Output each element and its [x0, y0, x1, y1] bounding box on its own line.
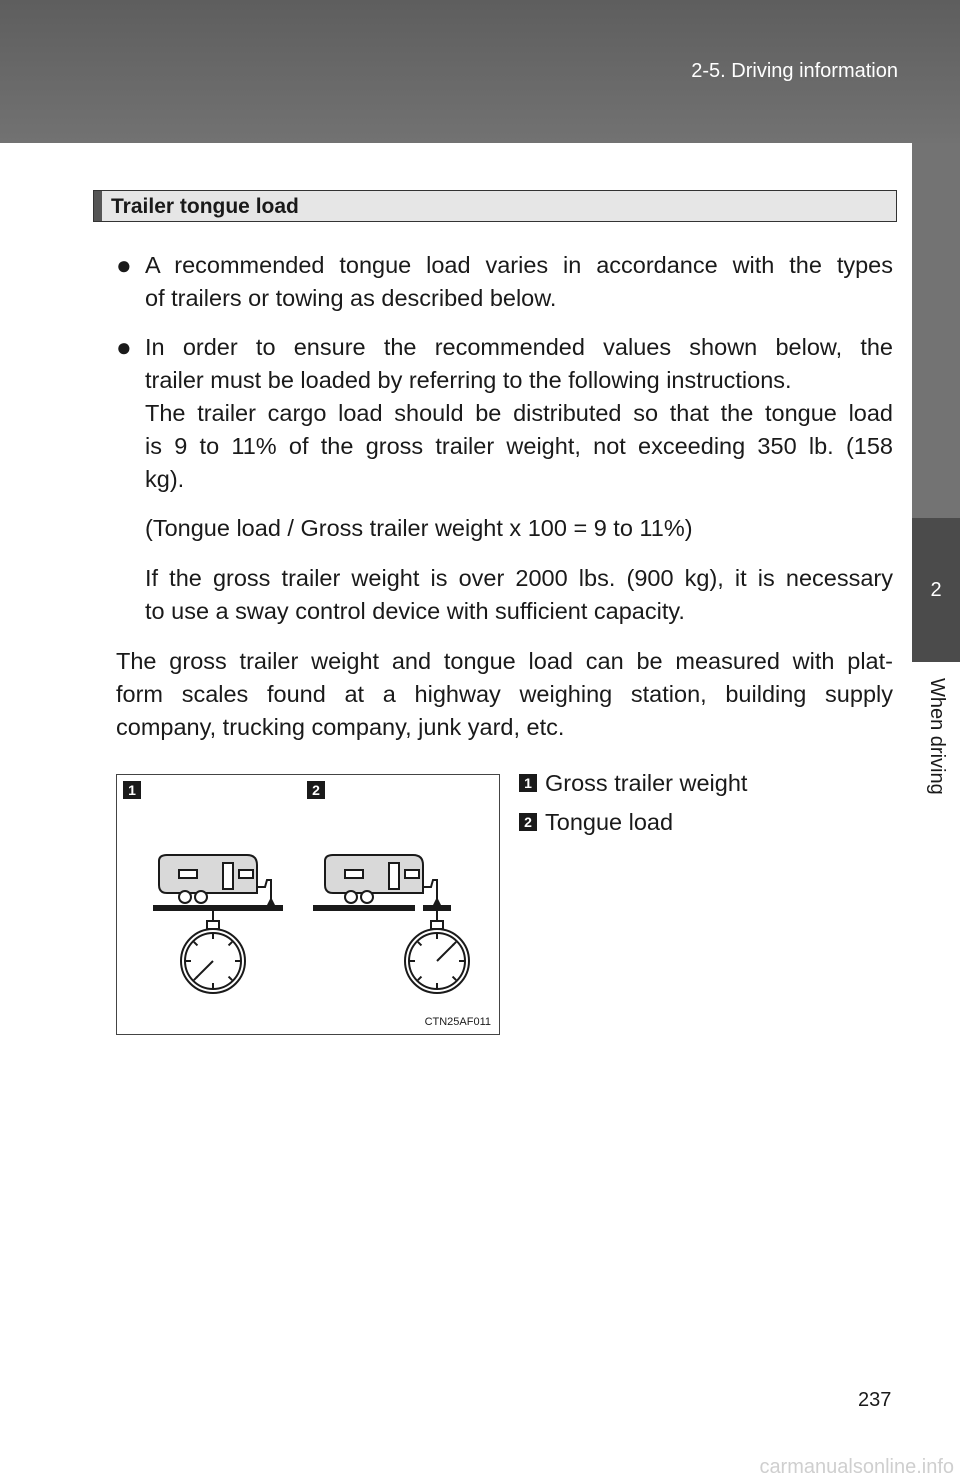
bullet2-line1: In order to ensure the recommended values shown below, the — [145, 334, 893, 360]
jack-2-icon — [433, 897, 441, 905]
chapter-number: 2 — [912, 518, 960, 662]
platform-1 — [153, 905, 283, 911]
legend-label-2: Tongue load — [545, 809, 674, 835]
figure-tag-1: 1 — [123, 781, 141, 799]
trailer-scale-figure — [116, 774, 500, 1035]
section-breadcrumb: 2-5. Driving information — [691, 60, 898, 82]
bullet2-line3: The trailer cargo load should be distributed so that the tongue load — [145, 400, 893, 426]
chapter-tab-upper — [912, 143, 960, 518]
bullet-icon: ● — [116, 332, 132, 362]
bullet2-line4: is 9 to 11% of the gross trailer weight, not exceeding 350 lb. (158 — [145, 433, 893, 459]
legend-tag-2: 2 — [519, 813, 537, 831]
formula: (Tongue load / Gross trailer weight x 100 = 9 to 11%) — [145, 515, 693, 541]
page-number: 237 — [858, 1389, 892, 1411]
tongue-stand — [423, 905, 451, 911]
legend-label-1: Gross trailer weight — [545, 770, 748, 796]
figure-code: CTN25AF011 — [424, 1016, 491, 1028]
bullet2-line2: trailer must be loaded by referring to the following instructions. — [145, 367, 792, 393]
bullet2-line6: If the gross trailer weight is over 2000 lbs. (900 kg), it is necessary — [145, 565, 893, 591]
section-title-bar — [94, 191, 102, 221]
bullet1-line2: of trailers or towing as described below. — [145, 285, 557, 311]
chapter-tab — [912, 143, 960, 1484]
legend-item-tongue-load — [519, 809, 673, 836]
trailer-illustration — [117, 775, 498, 1033]
bullet1-line1: A recommended tongue load varies in accordance with the types — [145, 252, 893, 278]
trailer-1-icon — [159, 855, 271, 905]
legend-tag-1: 1 — [519, 774, 537, 792]
section-title — [93, 190, 897, 222]
body-line1: The gross trailer weight and tongue load can be measured with plat- — [116, 648, 893, 674]
section-title-text: Trailer tongue load — [111, 195, 299, 218]
trailer-2-icon — [325, 855, 437, 905]
chapter-label: When driving — [926, 678, 948, 795]
platform-2 — [313, 905, 415, 911]
legend-item-gross-weight — [519, 770, 747, 797]
jack-1-icon — [267, 897, 275, 905]
bullet2-line5: kg). — [145, 466, 185, 492]
body-line2: form scales found at a highway weighing station, building supply — [116, 681, 893, 707]
body-line3: company, trucking company, junk yard, etc. — [116, 714, 565, 740]
bullet-icon: ● — [116, 250, 132, 280]
figure-tag-2: 2 — [307, 781, 325, 799]
watermark: carmanualsonline.info — [759, 1456, 954, 1478]
bullet2-line7: to use a sway control device with sufficient capacity. — [145, 598, 685, 624]
page-header — [0, 0, 960, 143]
